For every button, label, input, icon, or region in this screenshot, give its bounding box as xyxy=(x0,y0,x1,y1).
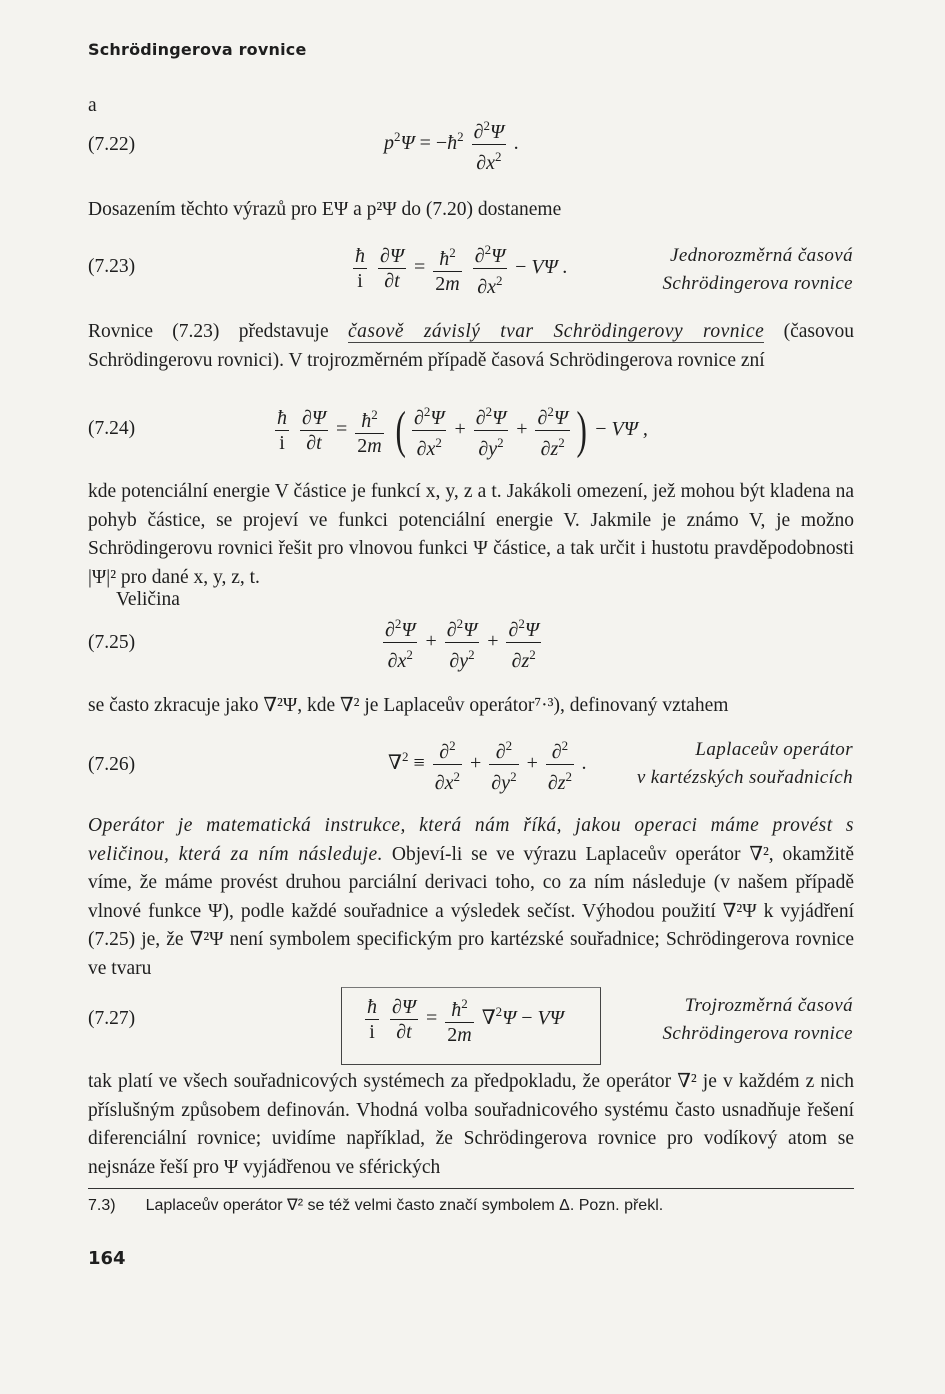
side-note-7-27-line-2: Schrödingerova rovnice xyxy=(662,1023,853,1044)
side-note-7-26-line-2: v kartézských souřadnicích xyxy=(636,767,853,788)
emphasis-time-dependent: časově závislý tvar Schrödingerovy rovnice xyxy=(347,321,765,342)
equation-7-26: ∇$^2$ ≡ $\frac{\partial^2}{\partial x^2}$ + $\frac{\partial^2}{\partial y^2}$ + $\frac{\partial^2}{\partial z^2}$ . xyxy=(388,738,588,794)
equation-number-7-24: (7.24) xyxy=(88,418,136,439)
paragraph-1: Dosazením těchto výrazů pro EΨ a p²Ψ do (7.20) dostaneme xyxy=(88,199,562,220)
paragraph-6 xyxy=(88,812,854,984)
footnote xyxy=(88,1195,663,1215)
side-note-7-26 xyxy=(553,736,853,792)
paragraph-2 xyxy=(88,318,854,375)
equation-7-23: $\frac{ħ}{i}$ $\frac{\partial\Psi}{\partial t}$ = $\frac{ħ^2}{2m}$ $\frac{\partial^2\Psi}{\partial x^2}$ − VΨ . xyxy=(355,242,568,298)
paragraph-7: tak platí ve všech souřadnicových systémech za předpokladu, že operátor ∇² je v každém z nich příslušným způsobem definován. Vhodná volba souřadnicového systému často usnadňuje řešení diferenciální rovnice; uvidíme například, že Schrödingerova rovnice pro vodíkový atom se nejsnáze řeší pro Ψ vyjádřenou ve sférických xyxy=(88,1071,854,1178)
paragraph-3: kde potenciální energie V částice je funkcí x, y, z a t. Jakákoli omezení, jež mohou být kladena na pohyb částice, se projeví ve funkci potenciální energie V. Jakmile je známo V, je možno Schrödingerovu rovnici řešit pro vlnovou funkci Ψ částice, a tak určit i hustotu pravděpodobnosti |Ψ|² pro dané x, y, z, t. xyxy=(88,481,854,588)
equation-number-7-26: (7.26) xyxy=(88,754,136,775)
paragraph-2-end: (časovou Schrödingerovu rovnici). V trojrozměrném případě časová Schrödingerova rovnice zní xyxy=(88,321,854,371)
footnote-text: Laplaceův operátor ∇² se též velmi často značí symbolem Δ. Pozn. překl. xyxy=(145,1197,664,1214)
paragraph-6-end: Objeví-li se ve výrazu Laplaceův operátor ∇², okamžitě víme, že máme provést druhou parciální derivaci toho, co za ním následuje (v našem případě vlnové funkce Ψ), podle každé souřadnice a výsledek sečíst. Výhodou použití ∇²Ψ k vyjádření (7.25) je, že ∇²Ψ není symbolem specifickým pro kartézské souřadnice; Schrödingerova rovnice ve tvaru xyxy=(88,843,854,979)
paragraph-2-start: Rovnice (7.23) představuje xyxy=(88,321,348,342)
side-note-7-26-line-1: Laplaceův operátor xyxy=(695,739,853,760)
side-note-7-23-line-1: Jednorozměrná časová xyxy=(669,245,853,266)
word-velicina: Veličina xyxy=(116,589,180,610)
equation-7-27: $\frac{ħ}{i}$ $\frac{\partial\Psi}{\partial t}$ = $\frac{ħ^2}{2m}$ ∇$^2$Ψ − VΨ xyxy=(367,996,564,1046)
paragraph-4 xyxy=(88,586,854,615)
equation-number-7-27: (7.27) xyxy=(88,1008,136,1029)
side-note-7-23 xyxy=(593,242,853,298)
footnote-mark: 7.3) xyxy=(88,1197,116,1214)
side-note-7-27-line-1: Trojrozměrná časová xyxy=(684,995,853,1016)
equation-number-7-22: (7.22) xyxy=(88,134,136,155)
footnote-separator xyxy=(88,1188,854,1189)
equation-number-7-23: (7.23) xyxy=(88,256,136,277)
side-note-7-23-line-2: Schrödingerova rovnice xyxy=(662,273,853,294)
text-a: a xyxy=(88,95,97,116)
paragraph-5: se často zkracuje jako ∇²Ψ, kde ∇² je Laplaceův operátor⁷·³), definovaný vztahem xyxy=(88,695,729,716)
equation-number-7-25: (7.25) xyxy=(88,632,136,653)
side-note-7-27 xyxy=(593,992,853,1048)
operator-definition: Operátor je matematická instrukce, která nám říká, jakou operaci máme provést s veličinou, která za ním následuje. xyxy=(88,815,854,865)
equation-7-22: $p^2\Psi$ = $-ħ^2$ $\frac{\partial^2\Psi}{\partial x^2}$ . xyxy=(384,118,520,174)
running-header: Schrödingerova rovnice xyxy=(88,40,307,59)
page-number: 164 xyxy=(88,1248,126,1269)
equation-7-25: $\frac{\partial^2\Psi}{\partial x^2}$ + $\frac{\partial^2\Psi}{\partial y^2}$ + $\frac{\partial^2\Psi}{\partial z^2}$ xyxy=(385,616,539,672)
equation-7-24: $\frac{ħ}{i}$ $\frac{\partial\Psi}{\partial t}$ = $\frac{ħ^2}{2m}$ ( $\frac{\partial^2\Psi}{\partial x^2}$ + $\frac{\partial^2\Psi}{\partial y^2}$ + $\frac{\partial^2\Psi}{\partial z^2}$ ) − VΨ , xyxy=(277,401,648,460)
